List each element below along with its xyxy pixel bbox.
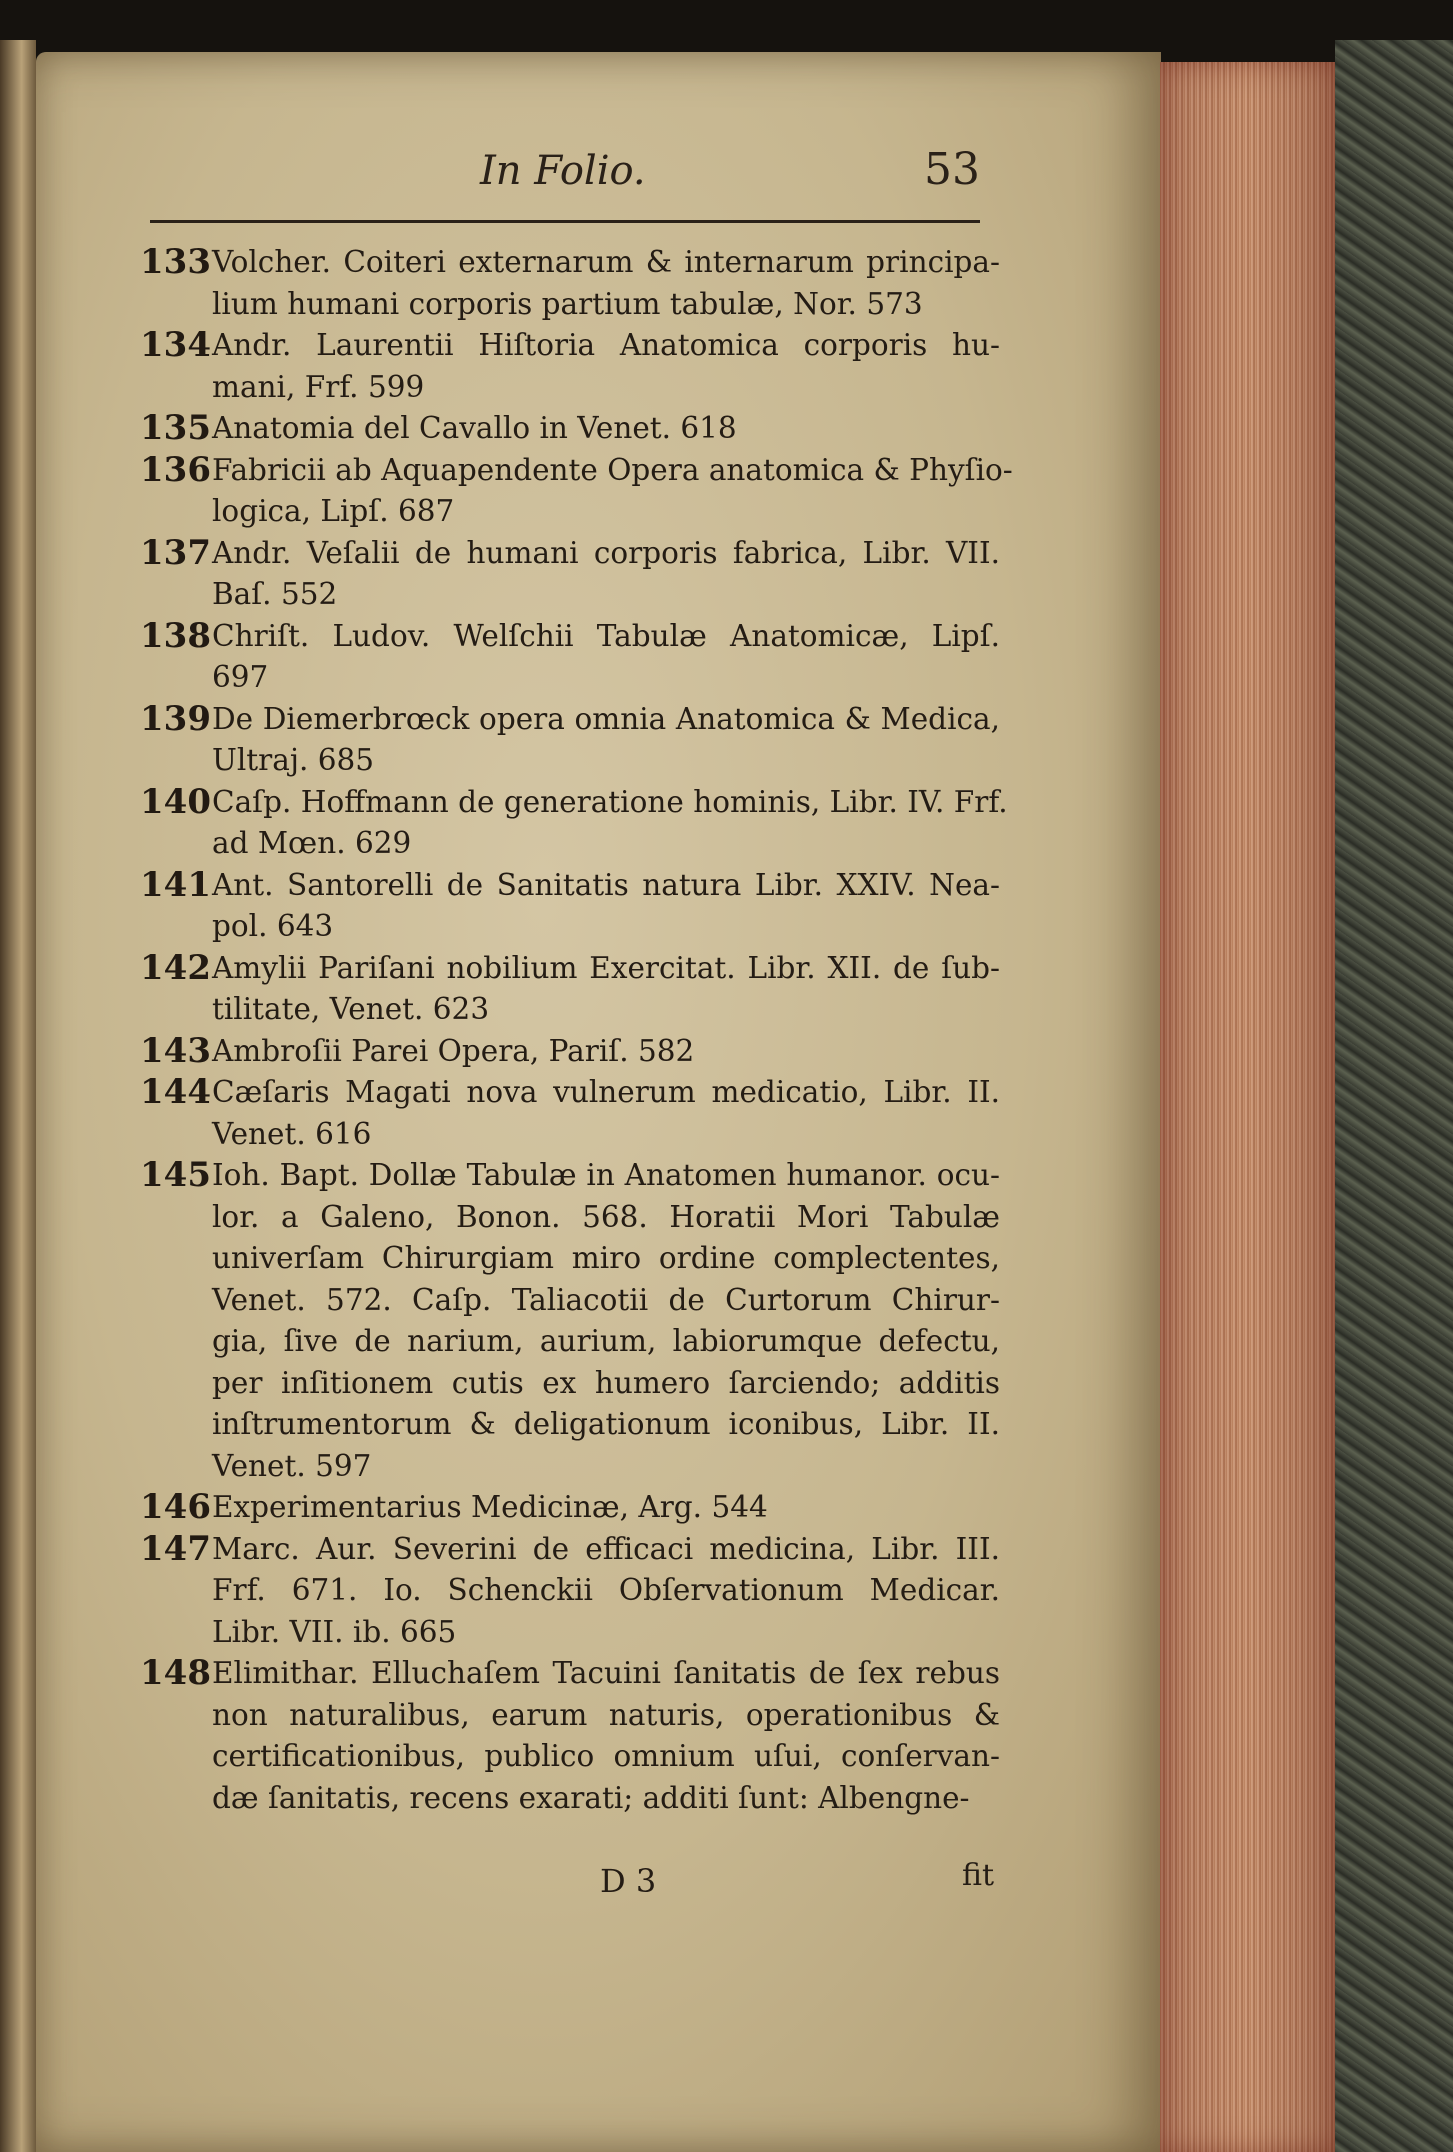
catchword: fit [962,1858,995,1893]
catalogue-entry [140,781,1008,865]
entry-line: Volcher. Coiteri externarum & internarum principa- [212,245,1000,279]
catalogue-entry [140,1529,1000,1654]
entry-line: univerſam Chirurgiam miro ordine complectentes, [212,1241,1000,1275]
catalogue-entry [140,449,1013,533]
entry-number: 144 [140,1072,211,1112]
entry-number: 135 [140,408,211,448]
entry-line: non naturalibus, earum naturis, operationibus & [212,1697,1000,1732]
entry-line: per inſitionem cutis ex humero ſarciendo; additis [212,1365,1000,1400]
entry-line: logica, Lipſ. 687 [212,494,455,528]
entry-line: Libr. VII. ib. 665 [212,1614,457,1649]
entry-line: pol. 643 [212,909,334,943]
page-block-edge [1160,62,1335,2152]
catalogue-entries [140,242,1013,1819]
entry-number: 139 [140,698,211,739]
entry-line: Venet. 597 [212,1448,372,1483]
entry-line: Amylii Pariſani nobilium Exercitat. Libr. XII. de ſub- [212,950,1000,985]
entry-line: tilitate, Venet. 623 [212,992,490,1026]
catalogue-entry [140,325,1000,408]
entry-line: Elimithar. Elluchaſem Tacuini ſanitatis de ſex rebus [212,1656,1000,1690]
entry-line: lium humani corporis partium tabulæ, Nor. 573 [212,286,923,321]
entry-line: De Diemerbrœck opera omnia Anatomica & Medica, [212,701,1000,736]
entry-line: lor. a Galeno, Bonon. 568. Horatii Mori Tabulæ [212,1199,1000,1234]
catalogue-entry [140,948,1000,1031]
entry-line: Andr. Veſalii de humani corporis fabrica, Libr. VII. [212,535,1000,570]
running-title: In Folio. [480,148,646,194]
catalogue-entry [140,1031,1000,1073]
entry-line: Caſp. Hoffmann de generatione hominis, Libr. IV. Frf. [212,784,1008,819]
entry-number: 140 [140,781,211,822]
catalogue-entry [140,1155,1000,1487]
entry-line: ad Mœn. 629 [212,826,412,860]
entry-line: Marc. Aur. Severini de efficaci medicina, Libr. III. [212,1531,1000,1566]
entry-number: 137 [140,532,211,573]
entry-line: 697 [212,660,269,694]
entry-line: gia, ſive de narium, aurium, labiorumque defectu, [212,1324,1000,1358]
entry-line: mani, Frf. 599 [212,369,425,404]
catalogue-entry [140,533,1000,616]
entry-number: 143 [140,1030,211,1071]
entry-line: Anatomia del Cavallo in Venet. 618 [212,411,737,445]
entry-line: Baſ. 552 [212,577,338,611]
entry-line: Venet. 572. Caſp. Taliacotii de Curtorum Chirur- [212,1282,1000,1317]
page-number: 53 [924,144,980,195]
entry-line: Ant. Santorelli de Sanitatis natura Libr. XXIV. Nea- [212,867,1000,902]
entry-line: inſtrumentorum & deligationum iconibus, Libr. II. [212,1407,1000,1441]
entry-number: 148 [140,1653,211,1693]
catalogue-entry [140,616,1000,699]
entry-number: 133 [140,242,211,282]
catalogue-entry [140,865,1000,948]
catalogue-entry [140,699,1000,782]
page-header [440,144,980,208]
entry-number: 146 [140,1487,211,1527]
entry-number: 147 [140,1528,211,1569]
entry-line: Venet. 616 [212,1116,372,1151]
entry-line: Ambroſii Parei Opera, Pariſ. 582 [212,1033,695,1068]
entry-line: dæ ſanitatis, recens exarati; additi ſunt: Albengne- [212,1780,970,1815]
entry-line: Experimentarius Medicinæ, Arg. 544 [212,1490,768,1524]
entry-number: 136 [140,449,211,490]
catalogue-entry [140,242,1000,325]
entry-line: Frf. 671. Io. Schenckii Obſervationum Medicar. [212,1573,1000,1607]
entry-line: Fabricii ab Aquapendente Opera anatomica & Phyſio- [212,452,1013,487]
entry-line: Ultraj. 685 [212,743,375,777]
entry-number: 134 [140,325,211,365]
entry-line: Cæſaris Magati nova vulnerum medicatio, Libr. II. [212,1075,1000,1109]
catalogue-entry [140,408,1000,450]
signature-mark: D 3 [600,1862,657,1900]
entry-line: certificationibus, publico omnium uſui, conſervan- [212,1739,1000,1773]
entry-number: 141 [140,864,211,905]
entry-line: Ioh. Bapt. Dollæ Tabulæ in Anatomen humanor. ocu- [212,1158,1000,1192]
header-rule [150,220,980,223]
entry-number: 142 [140,947,211,988]
catalogue-entry [140,1653,1000,1819]
catalogue-entry [140,1072,1000,1155]
previous-page-edge [0,40,36,2152]
entry-number: 145 [140,1155,211,1195]
catalogue-entry [140,1487,1000,1529]
marbled-cover [1335,40,1453,2152]
entry-line: Andr. Laurentii Hiſtoria Anatomica corporis hu- [212,328,1000,362]
entry-line: Chriſt. Ludov. Welſchii Tabulæ Anatomicæ, Lipſ. [212,618,1000,653]
entry-number: 138 [140,615,211,656]
